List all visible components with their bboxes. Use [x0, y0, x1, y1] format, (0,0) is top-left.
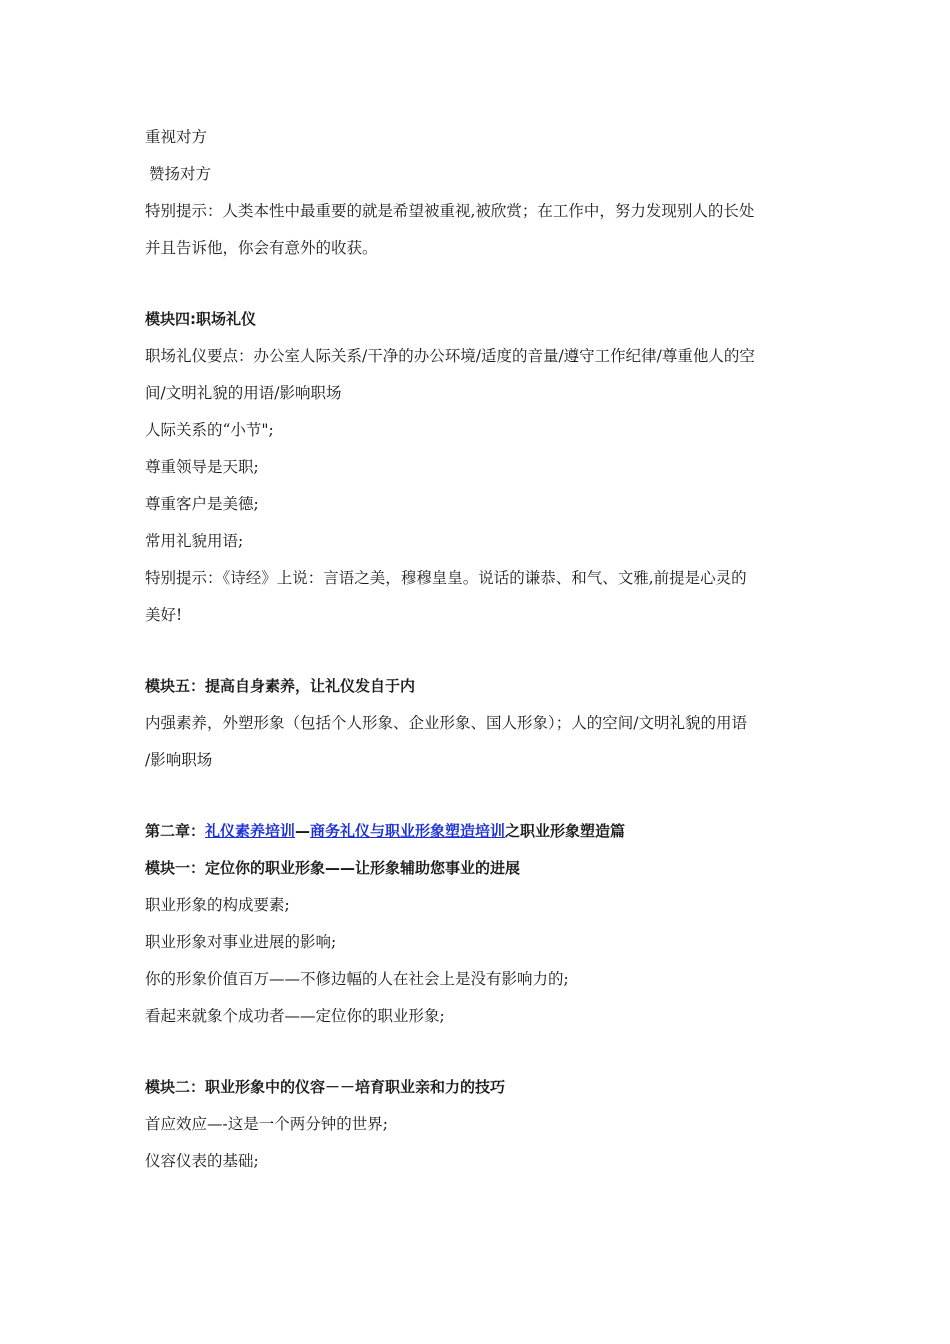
tip-text: 特别提示：《诗经》上说：言语之美，穆穆皇皇。说话的谦恭、和气、文雅,前提是心灵的 — [145, 569, 747, 587]
tip-text: 特别提示：人类本性中最重要的就是希望被重视,被欣赏；在工作中，努力发现别人的长处 — [145, 202, 755, 220]
text-line: 职场礼仪要点：办公室人际关系/干净的办公环境/适度的音量/遵守工作纪律/尊重他人的空 — [145, 347, 755, 365]
module-one-heading: 模块一：定位你的职业形象——让形象辅助您事业的进展 — [145, 859, 521, 877]
text-line: 职业形象的构成要素; — [145, 896, 290, 914]
text-line: 首应效应—-这是一个两分钟的世界; — [145, 1115, 388, 1133]
text-line: 看起来就象个成功者——定位你的职业形象; — [145, 1007, 445, 1025]
text-line: 人际关系的“小节"; — [145, 421, 274, 439]
business-etiquette-training-link[interactable]: 商务礼仪与职业形象塑造培训 — [310, 822, 506, 840]
text-line: 你的形象价值百万——不修边幅的人在社会上是没有影响力的; — [145, 970, 569, 988]
module-four-heading: 模块四:职场礼仪 — [145, 310, 256, 328]
text-line: 仪容仪表的基础; — [145, 1152, 259, 1170]
text-line: 内强素养，外塑形象（包括个人形象、企业形象、国人形象）；人的空间/文明礼貌的用语 — [145, 714, 747, 732]
module-two-heading: 模块二：职业形象中的仪容－－培育职业亲和力的技巧 — [145, 1078, 506, 1096]
module-five-heading: 模块五：提高自身素养，让礼仪发自于内 — [145, 677, 416, 695]
tip-text-cont: 并且告诉他，你会有意外的收获。 — [145, 239, 378, 257]
tip-text-cont: 美好! — [145, 606, 183, 624]
text-line: 常用礼貌用语; — [145, 532, 244, 550]
chapter-suffix: 之职业形象塑造篇 — [505, 822, 626, 840]
text-line: 间/文明礼貌的用语/影响职场 — [145, 384, 342, 402]
chapter-two-heading — [145, 813, 815, 850]
document-page — [145, 119, 815, 1180]
etiquette-training-link[interactable]: 礼仪素养培训 — [205, 822, 296, 840]
text-line: 赞扬对方 — [149, 165, 212, 183]
text-line: 尊重客户是美德; — [145, 495, 259, 513]
text-line: 尊重领导是天职; — [145, 458, 259, 476]
text-line: /影响职场 — [145, 751, 213, 769]
chapter-prefix: 第二章： — [145, 822, 206, 840]
text-line: 职业形象对事业进展的影响; — [145, 933, 337, 951]
chapter-dash: — — [295, 822, 311, 840]
text-line: 重视对方 — [145, 128, 208, 146]
